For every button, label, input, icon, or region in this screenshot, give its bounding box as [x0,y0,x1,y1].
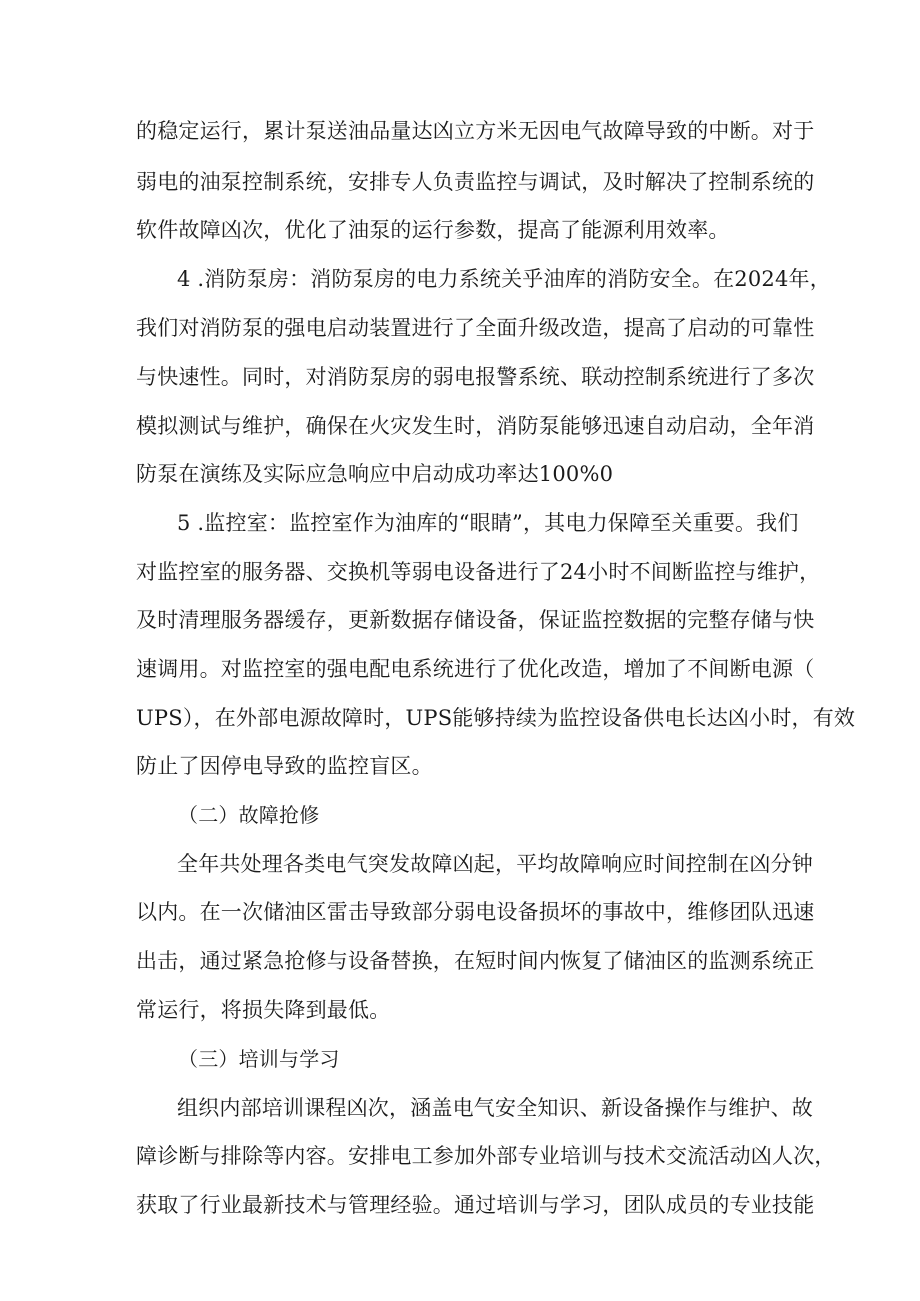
text-line: 速调用。对监控室的强电配电系统进行了优化改造，增加了不间断电源（ [136,657,815,681]
paragraph-start-line: 全年共处理各类电气突发故障凶起，平均故障响应时间控制在凶分钟 [177,852,813,876]
text-line: 的稳定运行，累计泵送油品量达凶立方米无因电气故障导致的中断。对于 [136,119,815,143]
text-line: 对监控室的服务器、交换机等弱电设备进行了24小时不间断监控与维护， [136,560,821,584]
text-line: 我们对消防泵的强电启动装置进行了全面升级改造，提高了启动的可靠性 [136,316,815,340]
section-heading-training: （三）培训与学习 [178,1047,340,1071]
text-line: UPS），在外部电源故障时，UPS能够持续为监控设备供电长达凶小时，有效 [136,706,856,730]
text-line: 与快速性。同时，对消防泵房的弱电报警系统、联动控制系统进行了多次 [136,365,815,389]
text-line: 障诊断与排除等内容。安排电工参加外部专业培训与技术交流活动凶人次， [136,1144,836,1168]
text-line: 以内。在一次储油区雷击导致部分弱电设备损坏的事故中，维修团队迅速 [136,900,815,924]
text-line: 获取了行业最新技术与管理经验。通过培训与学习，团队成员的专业技能 [136,1193,815,1217]
text-line: 模拟测试与维护，确保在火灾发生时，消防泵能够迅速自动启动，全年消 [136,414,815,438]
text-line: 常运行，将损失降到最低。 [136,998,391,1022]
text-line: 出击，通过紧急抢修与设备替换，在短时间内恢复了储油区的监测系统正 [136,949,815,973]
text-line: 防泵在演练及实际应急响应中启动成功率达100%0 [136,462,614,486]
section-5-heading-line: 5 .监控室：监控室作为油库的“眼睛”，其电力保障至关重要。我们 [177,511,799,535]
text-line: 弱电的油泵控制系统，安排专人负责监控与调试，及时解决了控制系统的 [136,170,815,194]
text-line: 软件故障凶次，优化了油泵的运行参数，提高了能源利用效率。 [136,218,730,242]
paragraph-start-line: 组织内部培训课程凶次，涵盖电气安全知识、新设备操作与维护、故 [177,1096,813,1120]
section-heading-fault-repair: （二）故障抢修 [178,803,320,827]
text-line: 及时清理服务器缓存，更新数据存储设备，保证监控数据的完整存储与快 [136,608,815,632]
section-4-heading-line: 4 .消防泵房：消防泵房的电力系统关乎油库的消防安全。在2024年， [177,267,831,291]
text-line: 防止了因停电导致的监控盲区。 [136,754,433,778]
